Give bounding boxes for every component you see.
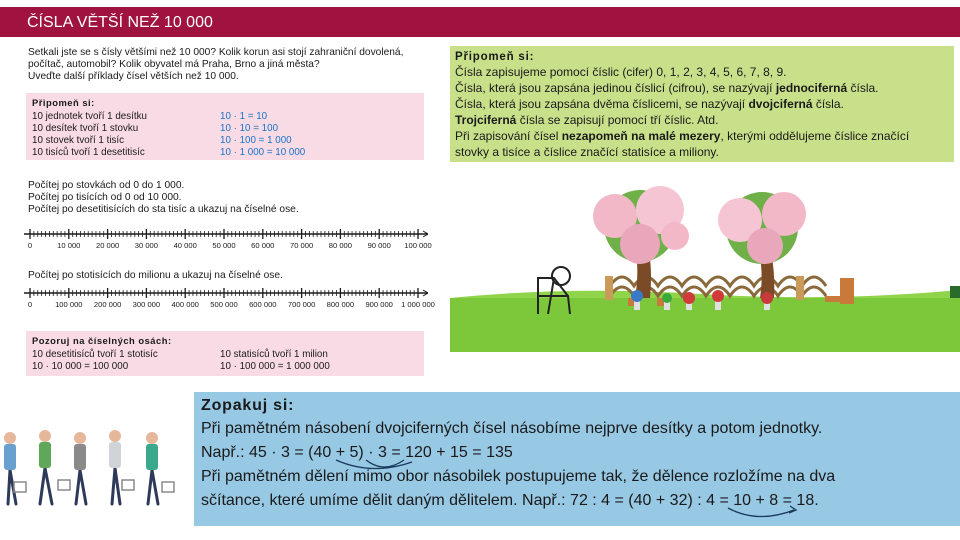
intro-line: Uveďte další příklady čísel větších než 10 000. (28, 71, 239, 82)
axis-tick-label: 500 000 (210, 300, 238, 309)
digits-text: Čísla, která jsou zapsána dvěma číslicemi, se nazývají (455, 97, 749, 111)
axis-tick-label: 0 (27, 241, 33, 250)
axis-tick-label: 10 000 (57, 241, 81, 250)
axis-tick-label: 50 000 (212, 241, 236, 250)
digits-text: Při zapisování čísel (455, 129, 562, 143)
axis-tick-label: 90 000 (367, 241, 391, 250)
count-line: Počítej po tisících od 0 od 10 000. (28, 192, 182, 203)
count-instruction-millions: Počítej po stotisících do milionu a ukazuj na číselné ose. (28, 270, 283, 281)
axis-tick-label: 60 000 (251, 241, 275, 250)
remind-box-title: Připomeň si: (32, 97, 95, 108)
axis-tick-label: 1 000 000 (401, 300, 435, 309)
remind-row (32, 147, 418, 159)
observe-row-left: 10 desetitisíců tvoří 1 stotisíc (32, 349, 158, 360)
axis-tick-label: 20 000 (95, 241, 120, 250)
digits-line (455, 96, 949, 112)
observe-row-right: 10 statisíců tvoří 1 milion (220, 349, 328, 360)
count-line: Počítej po stovkách od 0 do 1 000. (28, 180, 185, 191)
axis-tick-label: 100 000 (55, 300, 83, 309)
axis-tick-label: 900 000 (365, 300, 393, 309)
axis-tick-label: 70 000 (289, 241, 314, 250)
remind-row (32, 111, 418, 123)
review-line: sčítance, které umíme dělit daným dělitelem. Např.: 72 : 4 = (40 + 32) : 4 = 10 + 8 = 18. (201, 492, 819, 509)
axis-tick-label: 80 000 (328, 241, 353, 250)
digits-term: dvojciferná (748, 97, 813, 111)
digits-line (455, 112, 949, 128)
remind-box-units (26, 93, 424, 160)
axis-tick-label: 400 000 (171, 300, 199, 309)
axis-tick-label: 40 000 (173, 241, 197, 250)
axis-tick-label: 100 000 (404, 241, 432, 250)
axis-tick-label: 300 000 (132, 300, 161, 309)
count-instructions (28, 180, 299, 216)
remind-row-text: 10 jednotek tvoří 1 desítku (32, 111, 147, 122)
digits-line (455, 128, 949, 144)
digits-term: jednociferná (775, 81, 848, 95)
review-line: Při pamětném dělení mimo obor násobilek postupujeme tak, že dělence rozložíme na dva (201, 468, 836, 485)
page-header (0, 7, 960, 37)
digits-line: Čísla zapisujeme pomocí číslic (cifer) 0, 1, 2, 3, 4, 5, 6, 7, 8, 9. (455, 65, 787, 79)
digits-text: čísla se zapisují pomocí tří číslic. Atd. (516, 113, 719, 127)
digits-text: čísla. (812, 97, 844, 111)
observe-row-left: 10 · 10 000 = 100 000 (32, 361, 129, 372)
axis-tick-label: 0 (27, 300, 33, 309)
observe-row (32, 349, 418, 361)
remind-row (32, 135, 418, 147)
number-line-ten-thousands (24, 229, 432, 253)
remind-box-digits (450, 46, 954, 162)
axis-tick-label: 700 000 (287, 300, 316, 309)
digits-term: nezapomeň na malé mezery (561, 129, 721, 143)
count-line: Počítej po desetitisících do sta tisíc a ukazuj na číselné ose. (28, 204, 299, 215)
review-line: Při pamětném násobení dvojciferných čísel násobíme nejprve desítky a potom jednotky. (201, 420, 823, 437)
digits-text: , kterými oddělujeme číslice značící (720, 129, 910, 143)
remind-row-formula: 10 · 1 = 10 (220, 111, 268, 122)
observe-box-title: Pozoruj na číselných osách: (32, 335, 172, 346)
remind-row (32, 123, 418, 135)
intro-text (28, 47, 428, 83)
review-title: Zopakuj si: (201, 397, 295, 414)
number-line-hundred-thousands (24, 288, 435, 312)
remind-digits-title: Připomeň si: (455, 51, 535, 63)
digits-line (455, 80, 949, 96)
page-title: ČÍSLA VĚTŠÍ NEŽ 10 000 (27, 14, 213, 31)
intro-line: Setkali jste se s čísly většími než 10 000? Kolik korun asi stojí zahraniční dovolená, (28, 47, 404, 58)
remind-row-formula: 10 · 10 = 100 (220, 123, 279, 134)
observe-row-right: 10 · 100 000 = 1 000 000 (220, 361, 330, 372)
review-box (194, 392, 960, 526)
axis-tick-label: 30 000 (134, 241, 159, 250)
remind-row-formula: 10 · 1 000 = 10 000 (220, 147, 306, 158)
remind-row-formula: 10 · 100 = 1 000 (220, 135, 292, 146)
digits-text: Čísla, která jsou zapsána jedinou číslicí (cifrou), se nazývají (455, 81, 776, 95)
axis-tick-label: 600 000 (249, 300, 277, 309)
digits-term: Trojciferná (455, 113, 517, 127)
review-line: Např.: 45 · 3 = (40 + 5) · 3 = 120 + 15 = 135 (201, 444, 513, 461)
intro-line: počítač, automobil? Kolik obyvatel má Praha, Brno a jiná města? (28, 59, 320, 70)
axis-tick-label: 200 000 (93, 300, 122, 309)
axis-tick-label: 800 000 (326, 300, 355, 309)
digits-line: stovky a tisíce a číslice značící statisíce a miliony. (455, 145, 719, 159)
observe-row (32, 361, 418, 373)
digits-text: čísla. (847, 81, 879, 95)
review-arrows (194, 392, 960, 526)
people-illustration (0, 430, 190, 510)
remind-row-text: 10 desítek tvoří 1 stovku (32, 123, 139, 134)
remind-row-text: 10 tisíců tvoří 1 desetitisíc (32, 147, 145, 158)
garden-illustration (450, 186, 960, 352)
remind-row-text: 10 stovek tvoří 1 tisíc (32, 135, 125, 146)
observe-box (26, 331, 424, 376)
